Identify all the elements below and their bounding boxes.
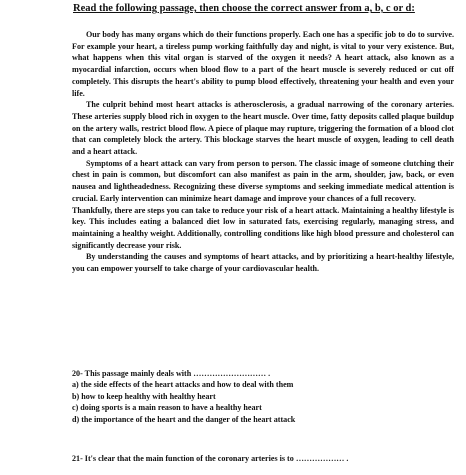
passage-paragraph-2: The culprit behind most heart attacks is atherosclerosis, a gradual narrowing of the coronary arteries. These arteries supply blood rich in oxygen to the heart muscle. Over time, fatty deposits called plaque buildup on the artery walls, restrict blood flow. A piece of plaque may rupture, triggering the formation of a blood clot that can completely block the artery. This blockage starves the heart muscle of oxygen, leading to cell death and a heart attack. xyxy=(72,100,454,157)
option-c[interactable]: c) doing sports is a main reason to have a healthy heart xyxy=(72,403,262,413)
option-a[interactable]: a) the side effects of the heart attacks and how to deal with them xyxy=(72,380,294,390)
passage-paragraph-1: Our body has many organs which do their functions properly. Each one has a specific job to do to survive. For example your heart, a tireless pump working faithfully day and night, is vital to your very existence. But, what happens when this vital organ is starved of the oxygen it needs? A heart attack, also known as a myocardial infarction, occurs when blood flow to a part of the heart muscle is severely reduced or cut off completely. This disrupts the heart's ability to pump blood effectively, threatening your health and even your life. xyxy=(72,30,454,98)
option-d[interactable]: d) the importance of the heart and the danger of the heart attack xyxy=(72,414,296,424)
question-20-stem: 20- This passage mainly deals with ……………………… . xyxy=(72,369,271,378)
instruction-title: Read the following passage, then choose the correct answer from a, b, c or d: xyxy=(73,3,415,14)
option-b[interactable]: b) how to keep healthy with healthy heart xyxy=(72,391,216,401)
passage-paragraph-5: By understanding the causes and symptoms of heart attacks, and by prioritizing a heart-healthy lifestyle, you can empower yourself to take charge of your cardiovascular health. xyxy=(72,252,454,274)
passage-paragraph-3: Symptoms of a heart attack can vary from person to person. The classic image of someone clutching their chest in pain is common, but discomfort can also manifest as pain in the arm, shoulder, jaw, back, or even nausea and lightheadedness. Recognizing these diverse symptoms and seeking immediate medical attention is crucial. Early intervention can minimize heart damage and improve your chances of a full recovery. xyxy=(72,158,454,203)
reading-passage xyxy=(72,29,454,275)
question-21-stem: 21- It's clear that the main function of the coronary arteries is to ……………… . xyxy=(72,454,349,463)
question-20 xyxy=(72,368,454,425)
passage-paragraph-4: Thankfully, there are steps you can take to reduce your risk of a heart attack. Maintaining a healthy lifestyle is key. This includes eating a balanced diet low in saturated fats, exercising regularly, managing stress, and maintaining a healthy weight. Additionally, controlling conditions like high blood pressure and cholesterol can significantly decrease your risk. xyxy=(72,205,454,250)
